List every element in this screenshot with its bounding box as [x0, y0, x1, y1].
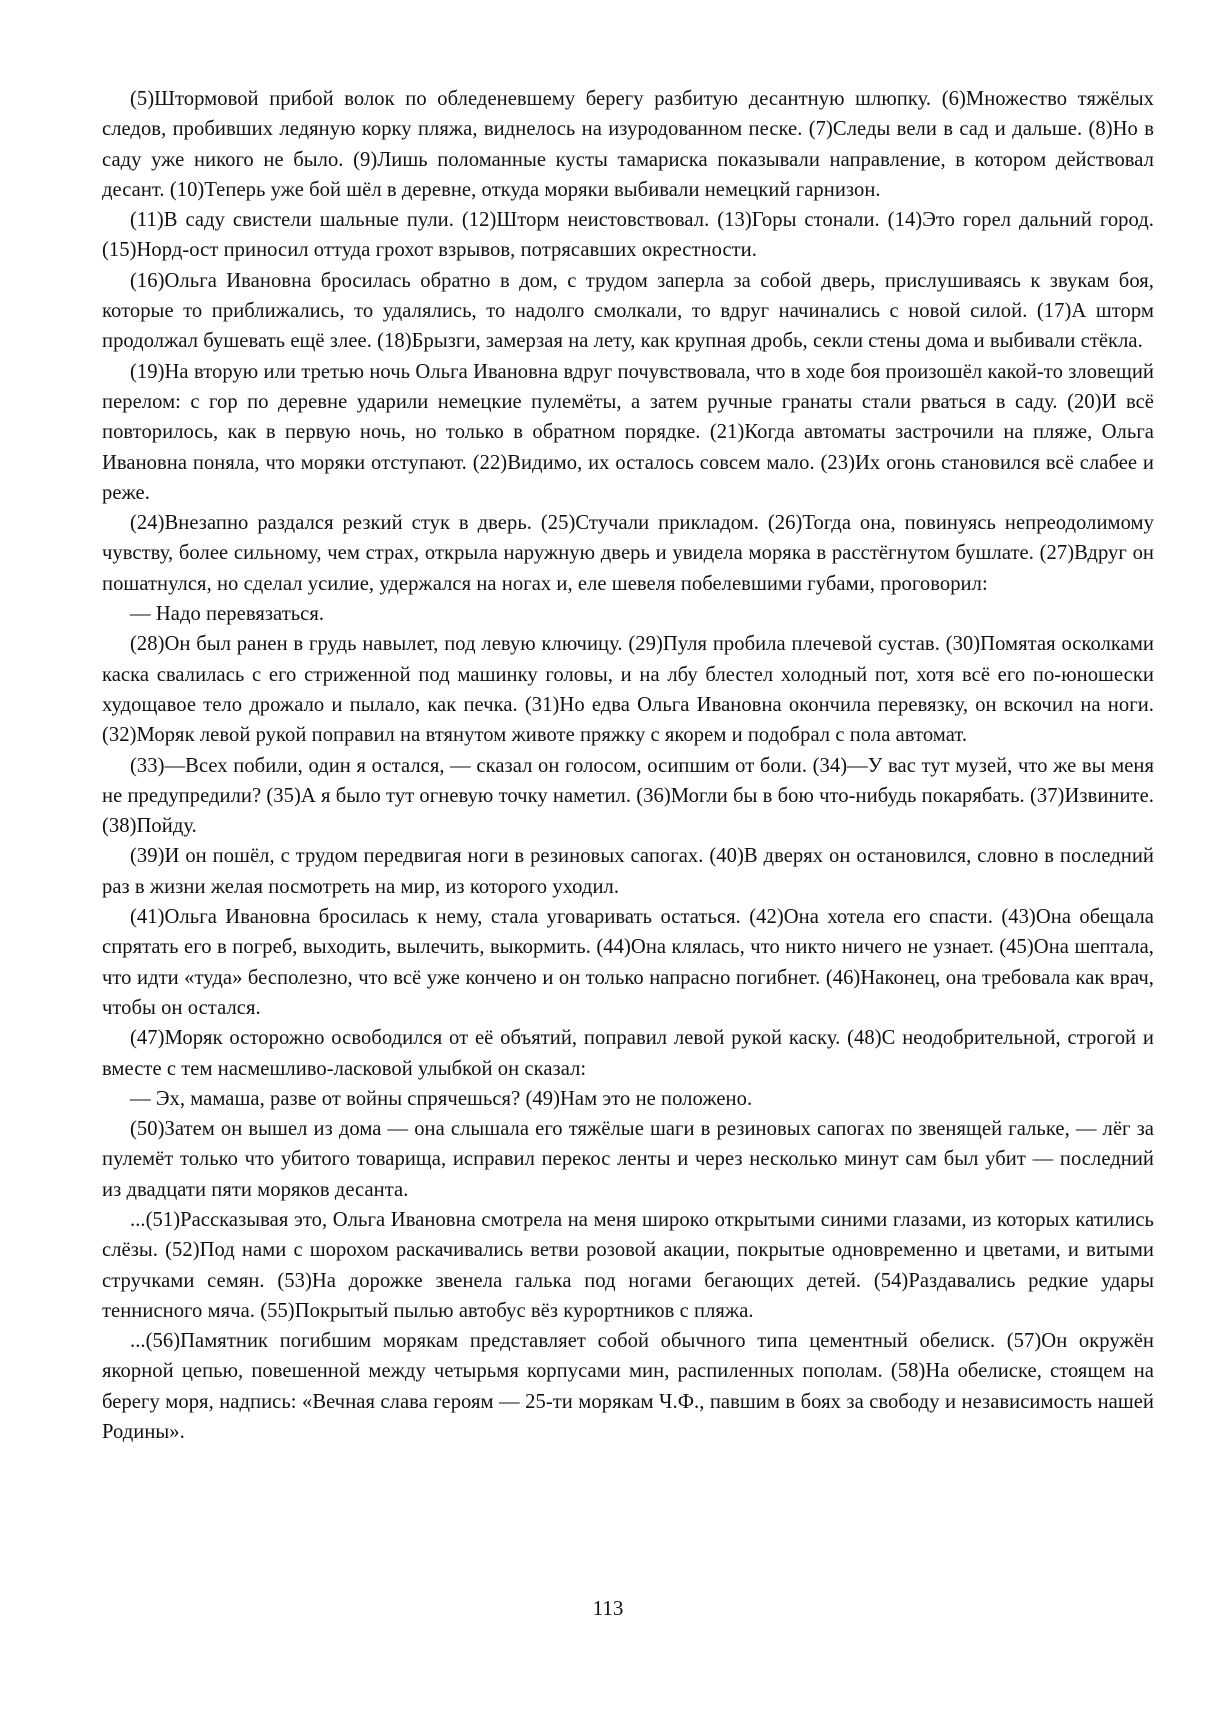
dialogue-line-2: — Эх, мамаша, разве от войны спрячешься? (49)Нам это не положено.: [130, 1087, 753, 1110]
dialogue-line-1: — Надо перевязаться.: [130, 603, 325, 626]
paragraph-7: (33)—Всех побили, один я остался, — сказал он голосом, осипшим от боли. (34)—У вас тут музей, что же вы меня не предупредили? (35)А я было тут огневую точку наметил. (36)Могли бы в бою что-нибудь покарябать. (37)Извините. (38)Пойду.: [102, 754, 1154, 838]
paragraph-8: (39)И он пошёл, с трудом передвигая ноги в резиновых сапогах. (40)В дверях он остановился, словно в последний раз в жизни желая посмотреть на мир, из которого уходил.: [102, 845, 1154, 898]
paragraph-9: (41)Ольга Ивановна бросилась к нему, стала уговаривать остаться. (42)Она хотела его спасти. (43)Она обещала спрятать его в погреб, выходить, вылечить, выкормить. (44)Она клялась, что никто ничего не узнает. (45)Она шептала, что идти «туда» бесполезно, что всё уже кончено и он только напрасно погибнет. (46)Наконец, она требовала как врач, чтобы он остался.: [102, 906, 1154, 1019]
paragraph-3: (16)Ольга Ивановна бросилась обратно в дом, с трудом заперла за собой дверь, прислушиваясь к звукам боя, которые то приближались, то удалялись, то надолго смолкали, то вдруг начинались с новой силой. (17)А шторм продолжал бушевать ещё злее. (18)Брызги, замерзая на лету, как крупная дробь, секли стены дома и выбивали стёкла.: [102, 269, 1154, 353]
document-body: [102, 84, 1154, 1447]
paragraph-13: ...(56)Памятник погибшим морякам представляет собой обычного типа цементный обелиск. (57)Он окружён якорной цепью, повешенной между четырьмя корпусами мин, распиленных пополам. (58)На обелиске, стоящем на берегу моря, надпись: «Вечная слава героям — 25-ти морякам Ч.Ф., павшим в боях за свободу и независимость нашей Родины».: [102, 1330, 1154, 1444]
paragraph-11: (50)Затем он вышел из дома — она слышала его тяжёлые шаги в резиновых сапогах по звенящей гальке, — лёг за пулемёт только что убитого товарища, исправил перекос ленты и через несколько минут сам был убит — последний из двадцати пяти моряков десанта.: [102, 1118, 1154, 1201]
paragraph-4: (19)На вторую или третью ночь Ольга Ивановна вдруг почувствовала, что в ходе боя произошёл какой-то зловещий перелом: с гор по деревне ударили немецкие пулемёты, а затем ручные гранаты стали рваться в саду. (20)И всё повторилось, как в первую ночь, но только в обратном порядке. (21)Когда автоматы застрочили на пляже, Ольга Ивановна поняла, что моряки отступают. (22)Видимо, их осталось совсем мало. (23)Их огонь становился всё слабее и реже.: [102, 360, 1154, 504]
page-number: 113: [592, 1596, 624, 1620]
paragraph-1: (5)Штормовой прибой волок по обледеневшему берегу разбитую десантную шлюпку. (6)Множество тяжёлых следов, пробивших ледяную корку пляжа, виднелось на изуродованном песке. (7)Следы вели в сад и дальше. (8)Но в саду уже никого не было. (9)Лишь поломанные кусты тамариска показывали направление, в котором действовал десант. (10)Теперь уже бой шёл в деревне, откуда моряки выбивали немецкий гарнизон.: [102, 88, 1154, 201]
paragraph-12: ...(51)Рассказывая это, Ольга Ивановна смотрела на меня широко открытыми синими глазами, из которых катились слёзы. (52)Под нами с шорохом раскачивались ветви розовой акации, покрытые одновременно и цветами, и витыми стручками семян. (53)На дорожке звенела галька под ногами бегающих детей. (54)Раздавались редкие удары теннисного мяча. (55)Покрытый пылью автобус вёз курортников с пляжа.: [102, 1208, 1154, 1322]
paragraph-2: (11)В саду свистели шальные пули. (12)Шторм неистовствовал. (13)Горы стонали. (14)Это горел дальний город. (15)Норд-ост приносил оттуда грохот взрывов, потрясавших окрестности.: [102, 209, 1154, 262]
paragraph-6: (28)Он был ранен в грудь навылет, под левую ключицу. (29)Пуля пробила плечевой сустав. (30)Помятая осколками каска свалилась с его стриженной под машинку головы, и на лбу блестел холодный пот, хотя всё его по-юношески худощавое тело дрожало и пылало, как печка. (31)Но едва Ольга Ивановна окончила перевязку, он вскочил на ноги. (32)Моряк левой рукой поправил на втянутом животе пряжку с якорем и подобрал с пола автомат.: [102, 633, 1154, 747]
paragraph-5: (24)Внезапно раздался резкий стук в дверь. (25)Стучали прикладом. (26)Тогда она, повинуясь непреодолимому чувству, более сильному, чем страх, открыла наружную дверь и увидела моряка в расстёгнутом бушлате. (27)Вдруг он пошатнулся, но сделал усилие, удержался на ногах и, еле шевеля побелевшими губами, проговорил:: [102, 512, 1154, 595]
paragraph-10: (47)Моряк осторожно освободился от её объятий, поправил левой рукой каску. (48)С неодобрительной, строгой и вместе с тем насмешливо-ласковой улыбкой он сказал:: [102, 1027, 1154, 1080]
